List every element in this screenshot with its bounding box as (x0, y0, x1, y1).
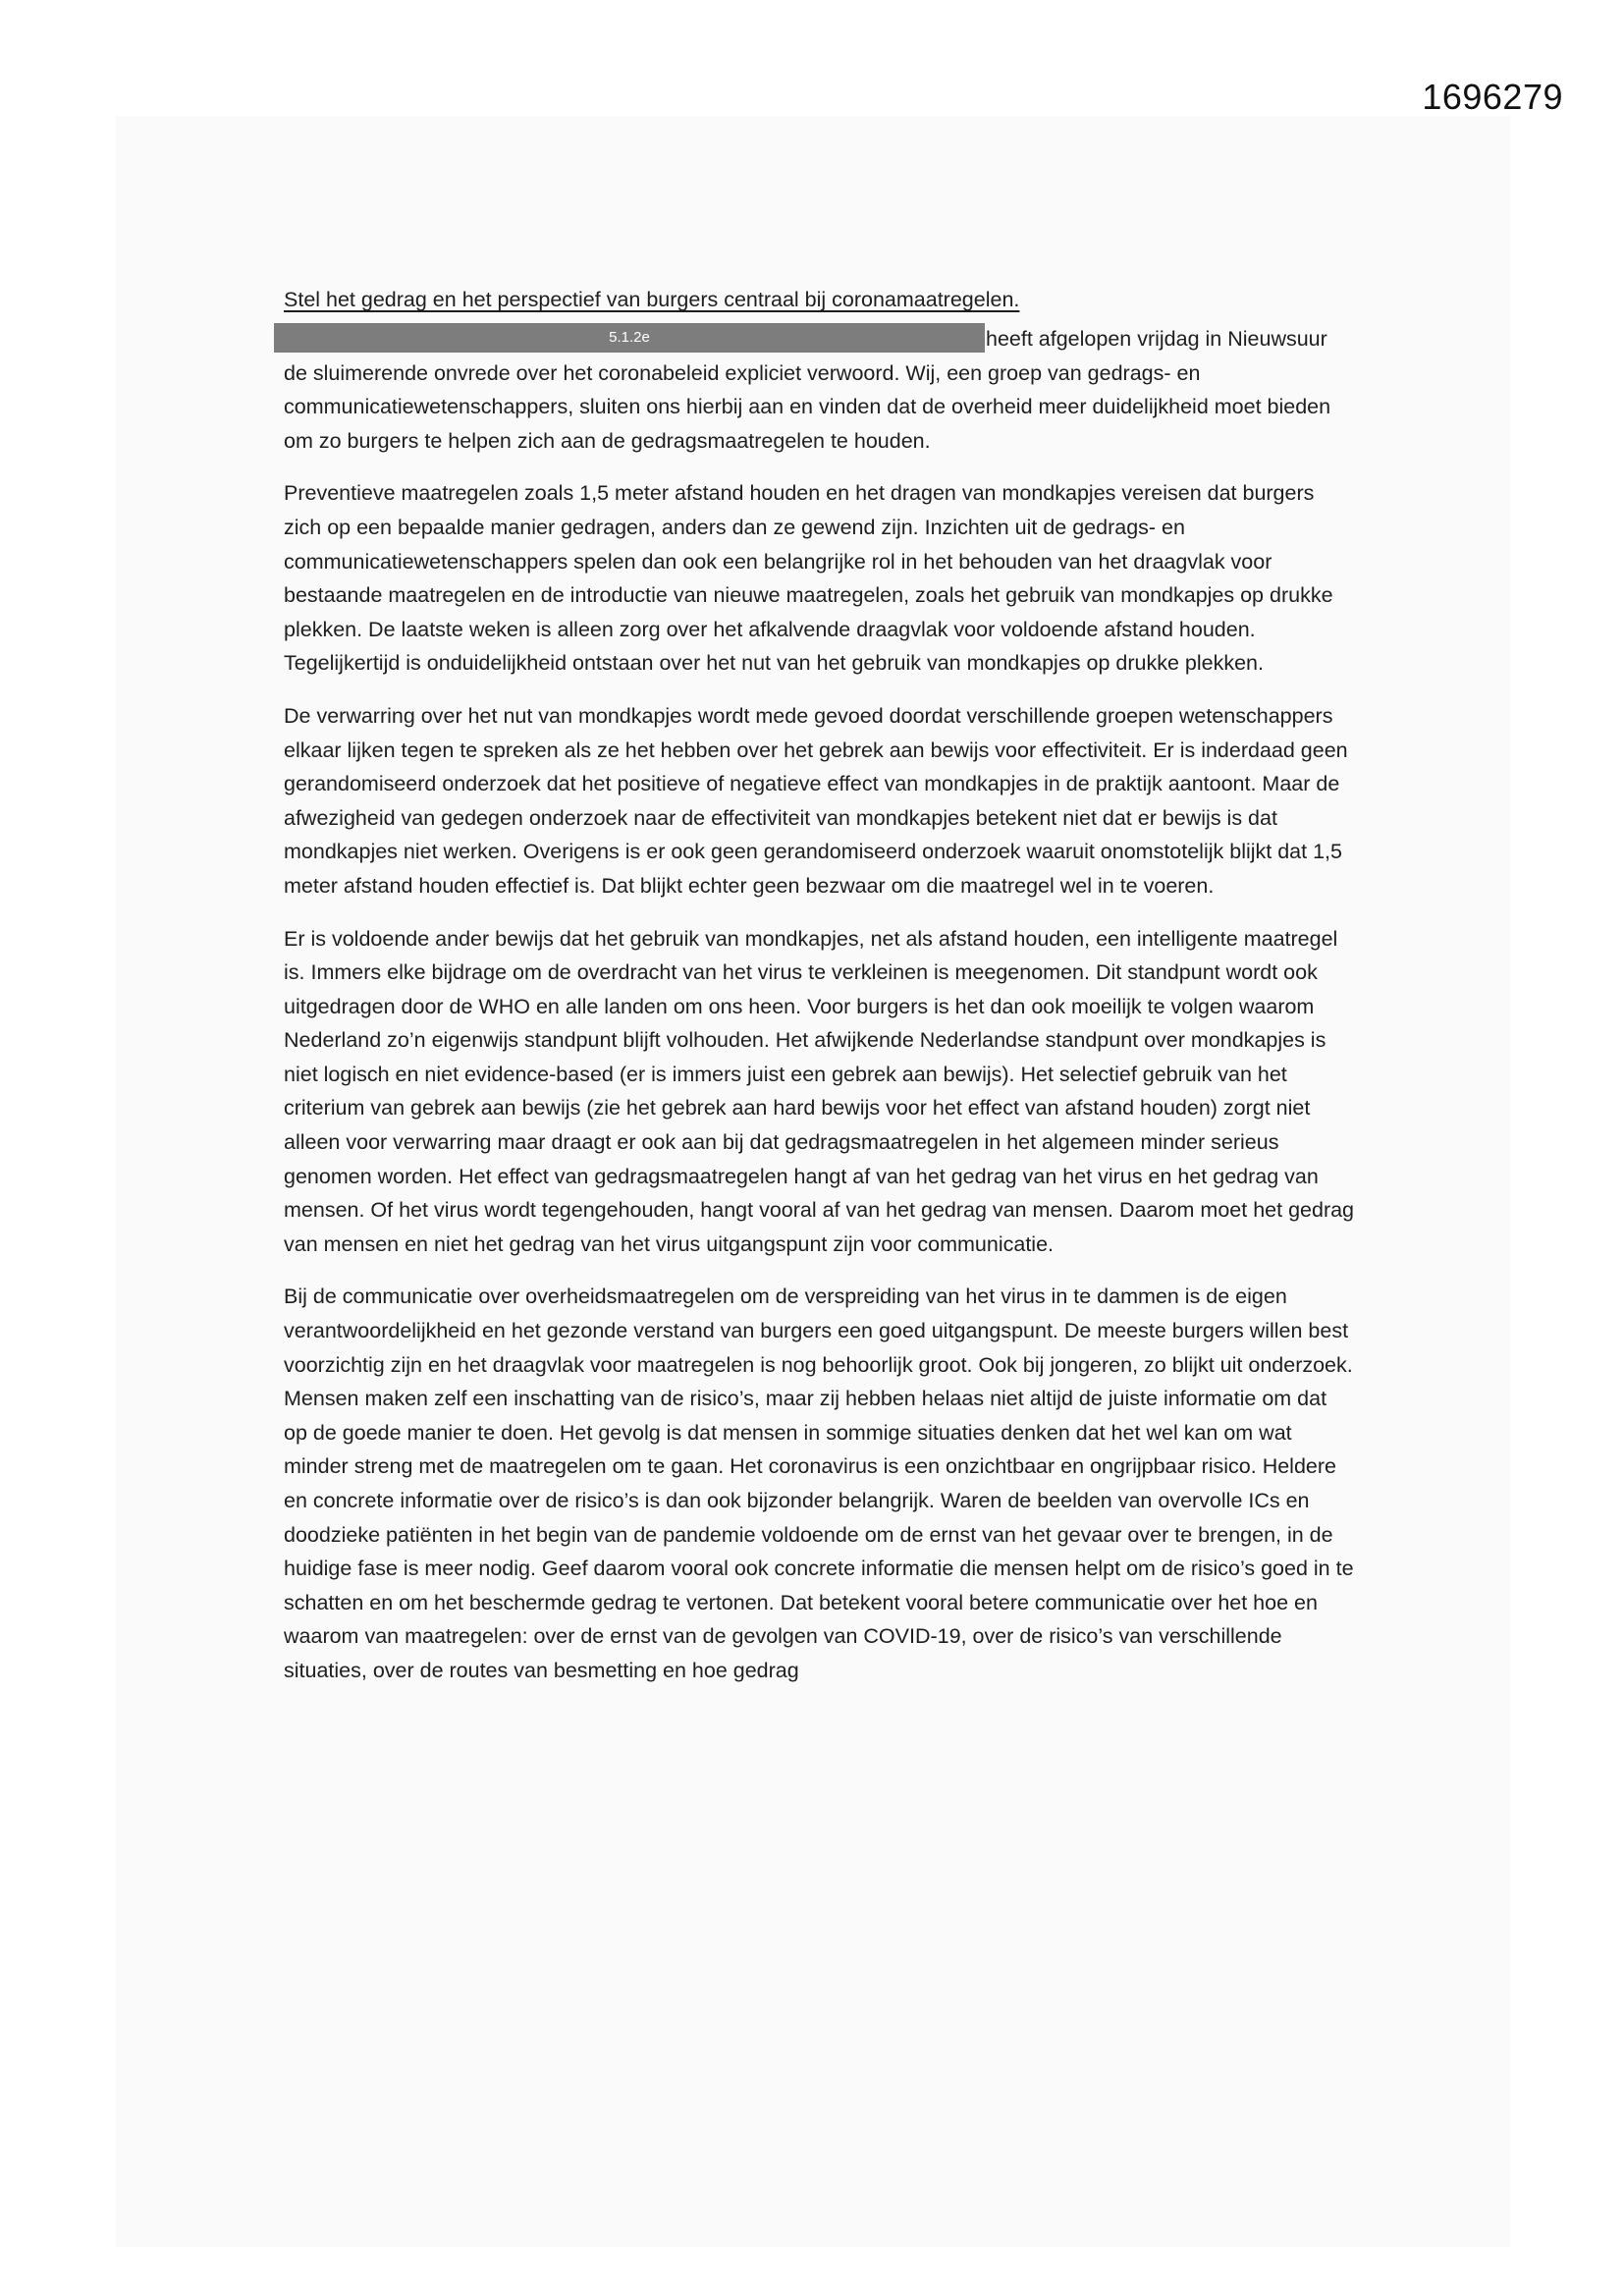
document-title: Stel het gedrag en het perspectief van burgers centraal bij coronamaatregelen. (284, 288, 1020, 311)
paragraph-4: Er is voldoende ander bewijs dat het gebruik van mondkapjes, net als afstand houden, een intelligente maatregel is. Immers elke bijdrage om de overdracht van het virus te verkleinen is meegenomen. Dit standpunt wordt ook uitgedragen door de WHO en alle landen om ons heen. Voor burgers is het dan ook moeilijk te volgen waarom Nederland zo’n eigenwijs standpunt blijft volhouden. Het afwijkende Nederlandse standpunt over mondkapjes is niet logisch en niet evidence-based (er is immers juist een gebrek aan bewijs). Het selectief gebruik van het criterium van gebrek aan bewijs (zie het gebrek aan hard bewijs voor het effect van afstand houden) zorgt niet alleen voor verwarring maar draagt er ook aan bij dat gedragsmaatregelen in het algemeen minder serieus genomen worden. Het effect van gedragsmaatregelen hangt af van het gedrag van het virus en het gedrag van mensen. Of het virus wordt tegengehouden, hangt vooral af van het gedrag van mensen. Daarom moet het gedrag van mensen en niet het gedrag van het virus uitgangspunt zijn voor communicatie. (284, 926, 1355, 1256)
redaction-block: 5.1.2e (274, 323, 985, 353)
document-number: 1696279 (1422, 77, 1563, 117)
paragraph-3: De verwarring over het nut van mondkapjes wordt mede gevoed doordat verschillende groepen wetenschappers elkaar lijken tegen te spreken als ze het hebben over het gebrek aan bewijs voor effectiviteit. Er is inderdaad geen gerandomiseerd onderzoek dat het positieve of negatieve effect van mondkapjes in de praktijk aantoont. Maar de afwezigheid van gedegen onderzoek naar de effectiviteit van mondkapjes betekent niet dat er bewijs is dat mondkapjes niet werken. Overigens is er ook geen gerandomiseerd onderzoek waaruit onomstotelijk blijkt dat 1,5 meter afstand houden effectief is. Dat blijkt echter geen bezwaar om die maatregel wel in te voeren. (284, 703, 1348, 898)
paragraph-2: Preventieve maatregelen zoals 1,5 meter afstand houden en het dragen van mondkapjes vereisen dat burgers zich op een bepaalde manier gedragen, anders dan ze gewend zijn. Inzichten uit de gedrags- en communicatiewetenschappers spelen dan ook een belangrijke rol in het behouden van het draagvlak voor bestaande maatregelen en de introductie van nieuwe maatregelen, zoals het gebruik van mondkapjes op drukke plekken. De laatste weken is alleen zorg over het afkalvende draagvlak voor voldoende afstand houden. Tegelijkertijd is onduidelijkheid ontstaan over het nut van het gebruik van mondkapjes op drukke plekken. (284, 481, 1333, 676)
paragraph-5: Bij de communicatie over overheidsmaatregelen om de verspreiding van het virus in te dammen is de eigen verantwoordelijkheid en het gezonde verstand van burgers een goed uitgangspunt. De meeste burgers willen best voorzichtig zijn en het draagvlak voor maatregelen is nog behoorlijk groot. Ook bij jongeren, zo blijkt uit onderzoek. Mensen maken zelf een inschatting van de risico’s, maar zij hebben helaas niet altijd de juiste informatie om dat op de goede manier te doen. Het gevolg is dat mensen in sommige situaties denken dat het wel kan om wat minder streng met de maatregelen om te gaan. Het coronavirus is een onzichtbaar en ongrijpbaar risico. Heldere en concrete informatie over de risico’s is dan ook bijzonder belangrijk. Waren de beelden van overvolle ICs en doodzieke patiënten in het begin van de pandemie voldoende om de ernst van het gevaar over te brengen, in de huidige fase is meer nodig. Geef daarom vooral ook concrete informatie die mensen helpt om de risico’s goed in te schatten en om het beschermde gedrag te vertonen. Dat betekent vooral betere communicatie over het hoe en waarom van maatregelen: over de ernst van de gevolgen van COVID-19, over de risico’s van verschillende situaties, over de routes van besmetting en hoe gedrag (284, 1285, 1354, 1682)
paragraph-1 (284, 322, 1354, 458)
document-body (284, 283, 1354, 1707)
paragraph-1-text: heeft afgelopen vrijdag in Nieuwsuur de sluimerende onvrede over het coronabeleid expliciet verwoord. Wij, een groep van gedrags- en communicatiewetenschappers, sluiten ons hierbij aan en vinden dat de overheid meer duidelijkheid moet bieden om zo burgers te helpen zich aan de gedragsmaatregelen te houden. (284, 327, 1331, 453)
